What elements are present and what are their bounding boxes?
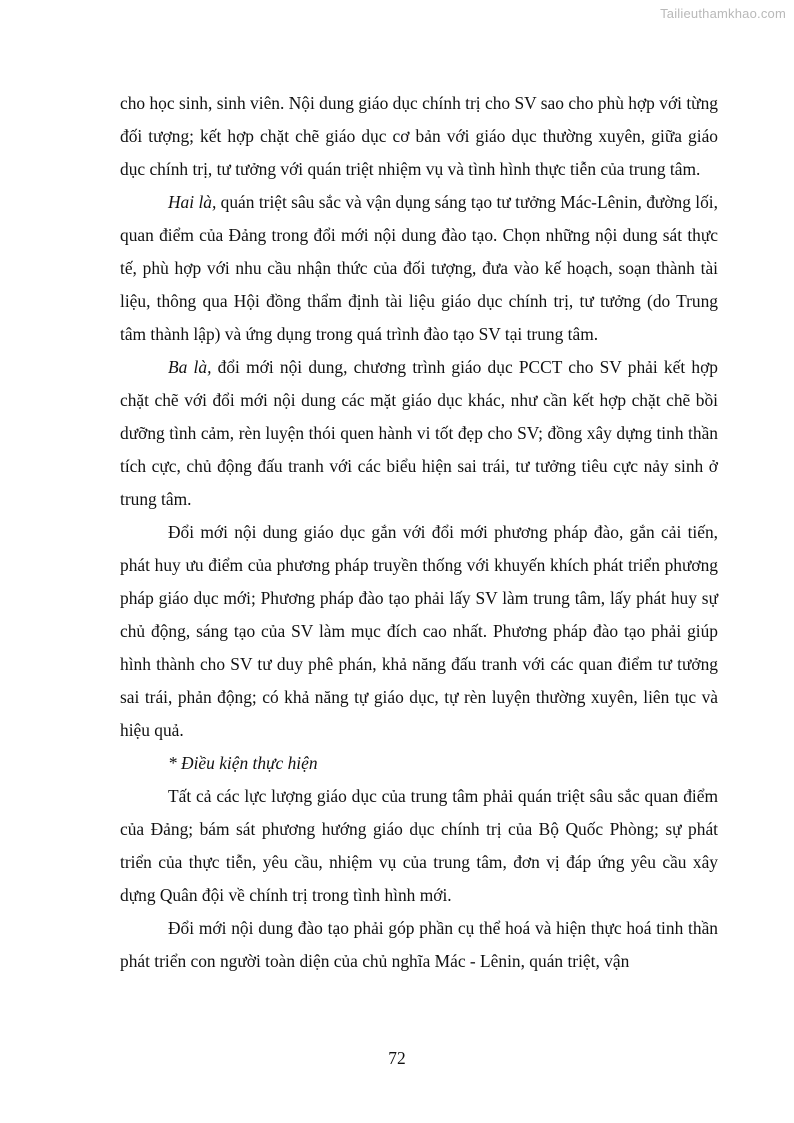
paragraph-hai-la: [120, 186, 718, 351]
paragraph-doi-moi-phuong-phap: [120, 516, 718, 747]
paragraph-text: cho học sinh, sinh viên. Nội dung giáo dục chính trị cho SV sao cho phù hợp với từng đối tượng; kết hợp chặt chẽ giáo dục cơ bản với giáo dục thường xuyên, giữa giáo dục chính trị, tư tưởng với quán triệt nhiệm vụ và tình hình thực tiễn của trung tâm.: [120, 93, 718, 179]
page-number: 72: [388, 1048, 406, 1068]
paragraph-doi-moi-noi-dung: [120, 912, 718, 978]
section-heading: * Điều kiện thực hiện: [168, 753, 318, 773]
document-body: [120, 87, 718, 978]
paragraph-text: Tất cả các lực lượng giáo dục của trung tâm phải quán triệt sâu sắc quan điểm của Đảng; bám sát phương hướng giáo dục chính trị của Bộ Quốc Phòng; sự phát triển của thực tiễn, yêu cầu, nhiệm vụ của trung tâm, đơn vị đáp ứng yêu cầu xây dựng Quân đội về chính trị trong tình hình mới.: [120, 786, 718, 905]
paragraph-text: Đổi mới nội dung đào tạo phải góp phần cụ thể hoá và hiện thực hoá tinh thần phát triển con người toàn diện của chủ nghĩa Mác - Lênin, quán triệt, vận: [120, 918, 718, 971]
paragraph-tat-ca: [120, 780, 718, 912]
paragraph-text: Đổi mới nội dung giáo dục gắn với đổi mới phương pháp đào, gắn cải tiến, phát huy ưu điểm của phương pháp truyền thống với khuyến khích phát triển phương pháp giáo dục mới; Phương pháp đào tạo phải lấy SV làm trung tâm, lấy phát huy sự chủ động, sáng tạo của SV làm mục đích cao nhất. Phương pháp đào tạo phải giúp hình thành cho SV tư duy phê phán, khả năng đấu tranh với các quan điểm tư tưởng sai trái, phản động; có khả năng tự giáo dục, tự rèn luyện thường xuyên, liên tục và hiệu quả.: [120, 522, 718, 740]
paragraph-lead: Ba là,: [168, 357, 212, 377]
paragraph-text: đổi mới nội dung, chương trình giáo dục PCCT cho SV phải kết hợp chặt chẽ với đổi mới nội dung các mặt giáo dục khác, như cần kết hợp chặt chẽ bồi dưỡng tình cảm, rèn luyện thói quen hành vi tốt đẹp cho SV; đồng xây dựng tinh thần tích cực, chủ động đấu tranh với các biểu hiện sai trái, tư tưởng tiêu cực nảy sinh ở trung tâm.: [120, 357, 718, 509]
paragraph-continuation: [120, 87, 718, 186]
paragraph-lead: Hai là,: [168, 192, 217, 212]
paragraph-text: quán triệt sâu sắc và vận dụng sáng tạo tư tưởng Mác-Lênin, đường lối, quan điểm của Đảng trong đổi mới nội dung đào tạo. Chọn những nội dung sát thực tế, phù hợp với nhu cầu nhận thức của đối tượng, đưa vào kế hoạch, soạn thành tài liệu, thông qua Hội đồng thẩm định tài liệu giáo dục chính trị, tư tưởng (do Trung tâm thành lập) và ứng dụng trong quá trình đào tạo SV tại trung tâm.: [120, 192, 718, 344]
paragraph-ba-la: [120, 351, 718, 516]
watermark-text: Tailieuthamkhao.com: [660, 6, 786, 21]
